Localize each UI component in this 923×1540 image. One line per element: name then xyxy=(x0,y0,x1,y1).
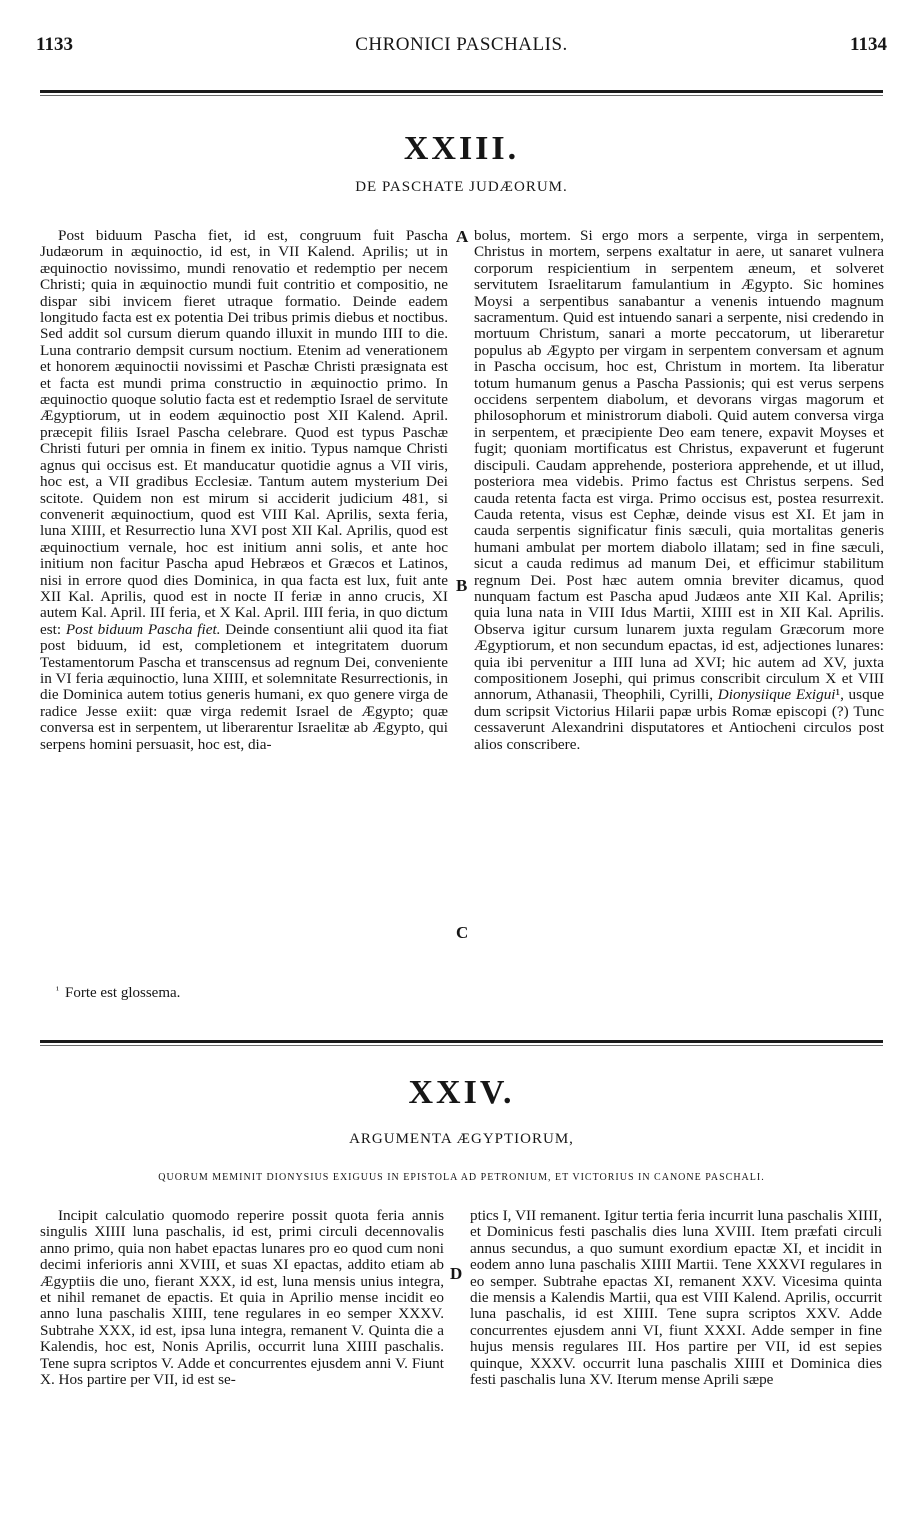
footnote-text: Forte est glossema. xyxy=(65,985,181,1001)
header-rule xyxy=(40,90,883,93)
chapter-title: DE PASCHATE JUDÆORUM. xyxy=(355,179,568,195)
margin-letter-d: D xyxy=(450,1264,463,1283)
paragraph-text: Post biduum Pascha fiet, id est, congruum fuit Pascha Judæorum in æquinoctio, id est, in VII Kalend. Aprilis; ut in æquinoctio novissimo, mundi renovatio et redemptio per necem Christi; quia in æquinoctio mundi fuit contritio et compositio, ne dispar sibi invicem fieret utraque formatio. Deinde eadem longitudo facta est ex potentia Dei tribus primis diebus et noctibus. Sed addit sol cursum dierum quando illuxit in mundo IIII to die. Luna contrario dempsit cursum noctium. Etenim ad venerationem et honorem æquinoctii novissimi et Paschæ Christi præsignata est et facta est mundi prima constructio in æquinoctio primo. In æquinoctio quoque solutio facta est et redemptio Israel de servitute Ægyptiorum, ut in eodem æquinoctio post XII Kalend. April. præcepit filiis Israel Pascha celebrare. Quod est typus Paschæ Christi futuri per omnia in finem ex initio. Typus namque Christi agnus qui occisus est. Et manducatur quotidie agnus a VII viris, hoc est, a VII gradibus Ecclesiæ. Tantum autem mysterium Dei scitote. Quidem non est mirum si acciderit judicium 481, si convenerit æquinoctium, quod est VIII Kal. Aprilis, sexta feria, luna XIIII, et Resurrectio luna XVI post XII Kal. Aprilis, quod est æquinoctium vernale, hoc est initium anni solis, et ante hoc initium non facitur Pascha apud Hebræos et Græcos et Latinos, nisi in errore quod dies Dominica, in qua facta est lux, fuit ante XII Kal. Aprilis, quod est in nocte II feriæ in anno crucis, XI autem Kal. April. III feria, et X Kal. April. IIII feria, in quo dictum est: xyxy=(40,227,448,638)
right-page-number: 1134 xyxy=(850,34,887,55)
footnote xyxy=(56,985,180,1002)
chapter-xxiv-left-column xyxy=(40,1208,444,1388)
chapter-subtitle: QUORUM MEMINIT DIONYSIUS EXIGUUS IN EPISTOLA AD PETRONIUM, ET VICTORIUS IN CANONE PASCHALI. xyxy=(158,1172,765,1183)
margin-letter-a: A xyxy=(456,227,469,246)
running-title: CHRONICI PASCHALIS. xyxy=(355,34,568,55)
quotation-italic: Post biduum Pascha fiet. xyxy=(65,620,221,638)
footnote-marker: ¹ xyxy=(56,985,59,996)
chapter-number: XXIII. xyxy=(403,130,520,167)
paragraph-text: ptics I, VII remanent. Igitur tertia feria incurrit luna paschalis XIIII, et Dominicus festi paschalis dies luna XVIII. Item præfati circuli annus secundus, a quo sumunt exordium epactæ XI, et incidit in eodem anno luna paschalis XIIII Martii. Tene XXXVI regulares in eo semper. Subtrahe epactas XI, remanent XXV. Vicesima quinta die mensis a Kalendis Martii, qua est VIII Kalend. Aprilis, occurrit luna paschalis, id est XIIII. Tene supra scriptos XXV. Adde concurrentes ejusdem anni VI, fiunt XXXI. Adde semper in fine hujus mensis regulares III. Hos partire per VII, id est sepies quinque, XXXV. occurrit luna paschalis XIIII et Dominica dies festi paschalis luna XV. Iterum mense Aprili sæpe xyxy=(470,1207,882,1389)
paragraph-text: Deinde consentiunt alii quod ita fiat post biduum, id est, completionem et integritatem duorum Testamentorum Pascha et transcensus ad regnum Dei, conveniente in VI feria æquinoctio, luna XIIII, et solemnitate Resurrectionis, in die Dominica autem totius generis humani, ex quo genere virga de radice Jesse exiit: quæ virga redemit Israel de Ægypto; quæ conversa est in serpentem, ut liberarentur Israelitæ ab Ægypto, qui serpens homini persuasit, hoc est, dia- xyxy=(40,620,448,753)
section-divider-rule xyxy=(40,1040,883,1043)
margin-letter-c: C xyxy=(456,923,469,942)
name-italic: Dionysiique Exigui xyxy=(717,686,836,704)
paragraph-text: Incipit calculatio quomodo reperire possit quota feria annis singulis XIIII luna paschalis, id est, primi circuli decennovalis anno primo, quia non habet epactas lunares pro eo quod cum noni decimi inferioris anni XVIII, et suas XI epactas, addito etiam ab Ægyptiis die uno, fierant XXX, id est, luna mensis unius integra, et nihil remanet de epactis. Et quia in Aprilio mense incidit eo anno luna paschalis XIIII, tene regulares in eo semper XXXV. Subtrahe XXX, id est, ipsa luna integra, remanent V. Quinta die a Kalendis, hoc est, Nonis Aprilis, occurrit luna XIIII paschalis. Tene supra scriptos V. Adde et concurrentes ejusdem anni V. Fiunt X. Hos partire per VII, id est se- xyxy=(40,1207,444,1389)
chapter-xxiii-left-column xyxy=(40,228,448,753)
paragraph-text: bolus, mortem. Si ergo mors a serpente, virga in serpentem, Christus in mortem, serpens exaltatur in aere, ut sanaret vulnera corporum respicientium in serpentem æneum, et solveret servitutem Israelitarum famulantium in Ægypto. Sic homines Moysi a serpentibus sanabantur a venenis intuendo magnum sacramentum. Quid est intuendo sanari a serpente, nisi credendo in mortuum Christum, sanari a morte peccatorum, ut liberaretur populus ab Ægypto per virgam in serpentem conversam et agnum in Pascha occisum, hoc est, Christum in mortem. Ita liberatur totum humanum genus a Pascha Passionis; qui est verus serpens occidens serpentem diabolum, et devorans virgas magorum et philosophorum et ministrorum diaboli. Quid autem conversa virga in serpentem, et præcipiente Deo eam tenere, expavit Moyses et fugit; quoniam mortificatus est Christus, expaverunt et fugerunt discipuli. Caudam apprehende, posteriora apprehende, et ut illud, posteriora mea videbis. Primo factus est Christus serpens. Sed cauda retenta facta est virga. Primo occisus est, postea resurrexit. Cauda retenta, visus est Cephæ, deinde visus est XI. Et jam in cauda serpentis significatur finis sæculi, quia mortalitas generis humani ambulat per mortem diabolo illatam; sed in fine sæculi, sicut a cauda redimus ad manum Dei, et efficimur stabilitum regnum Dei. Post hæc autem omnia breviter dicamus, quod nunquam factum est Pascha apud Judæos ante XII Kal. Aprilis; quia luna nata in VIII Idus Martii, XIIII est in XII Kal. Aprilis. Observa igitur cursum lunarem juxta regulam Græcorum more Ægyptiorum, et non secundum epactas, id est, adjectiones lunares: quia ibi pervenitur a IIII luna ad XVI; hic autem ad XV, juxta compositionem Josephi, qui primus conscribit circulum X et VIII annorum, Athanasii, Theophili, Cyrilli, xyxy=(474,227,884,704)
chapter-xxiv-right-column xyxy=(470,1208,882,1388)
left-page-number: 1133 xyxy=(36,34,73,55)
chapter-title: ARGUMENTA ÆGYPTIORUM, xyxy=(349,1131,574,1147)
chapter-xxiii-right-column xyxy=(474,228,884,753)
chapter-number: XXIV. xyxy=(408,1074,515,1111)
running-head xyxy=(36,34,887,58)
margin-letter-b: B xyxy=(456,576,468,595)
paragraph-text: ¹, usque dum scripsit Victorius Hilarii papæ urbis Romæ episcopi (?) Tunc cessaverunt Alexandrini disputatores et Antiocheni circulos post alios conscribere. xyxy=(474,686,884,753)
